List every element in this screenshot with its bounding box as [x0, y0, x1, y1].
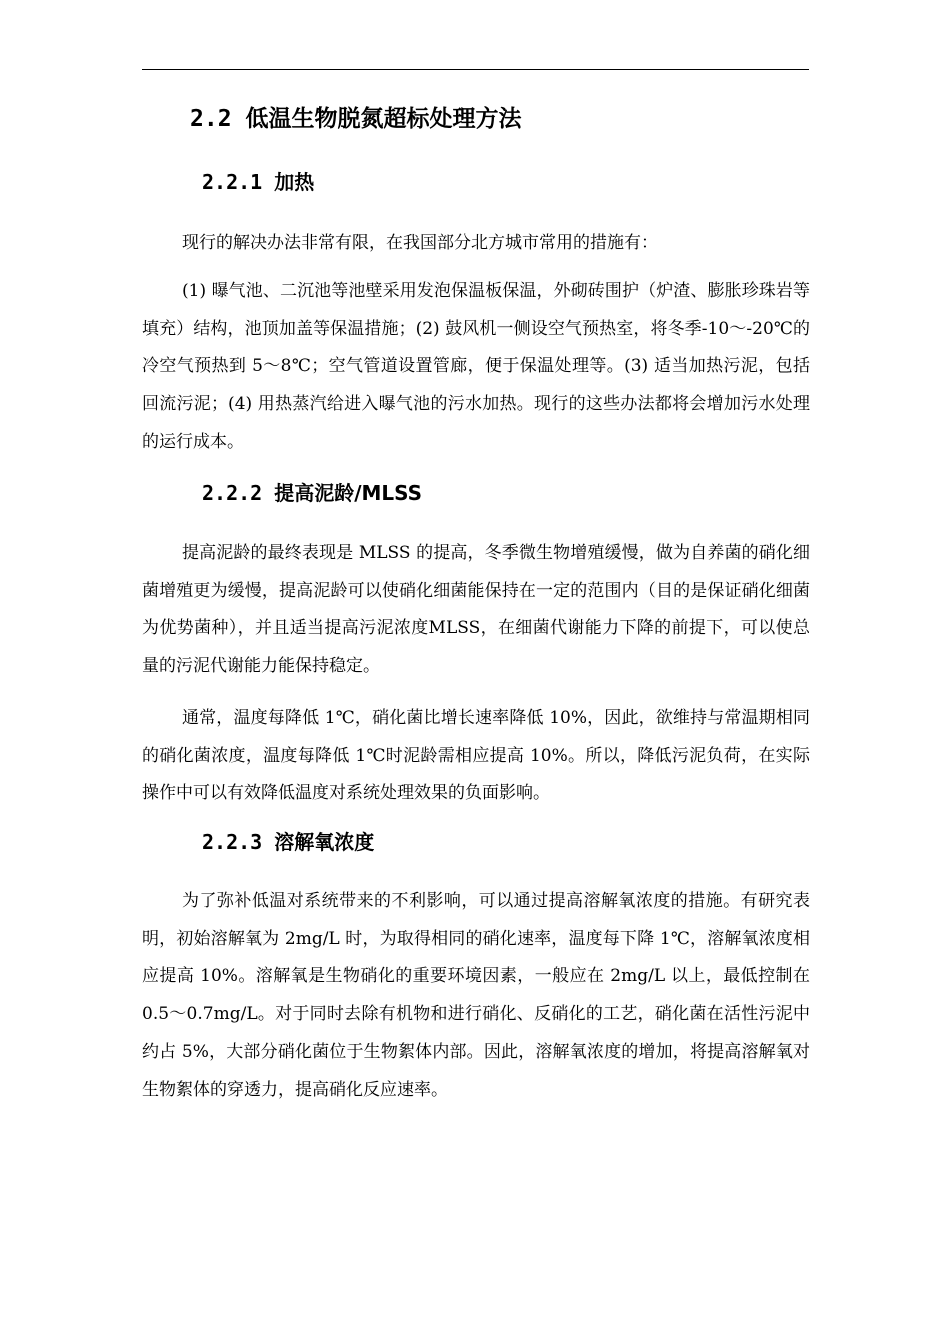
paragraph-2-2-1-measures: (1) 曝气池、二沉池等池壁采用发泡保温板保温，外砌砖围护（炉渣、膨胀珍珠岩等填充）结构，池顶加盖等保温措施；(2) 鼓风机一侧设空气预热室，将冬季-10～-20℃的冷空气预热到 5～8℃；空气管道设置管廊，便于保温处理等。(3) 适当加热污泥，包括回流污泥；(4) 用热蒸汽给进入曝气池的污水加热。现行的这些办法都将会增加污水处理的运行成本。 [142, 281, 810, 452]
header-rule [142, 69, 809, 70]
subsection-heading-2-2-3 [202, 828, 374, 856]
paragraph-2-2-1-intro: 现行的解决办法非常有限，在我国部分北方城市常用的措施有： [182, 233, 658, 253]
subsection-heading-2-2-1 [202, 168, 314, 196]
subsection-title: 加热 [274, 170, 315, 194]
section-heading-2-2 [190, 103, 522, 135]
section-number: 2.2 [190, 106, 232, 132]
paragraph-2-2-3-dissolved-oxygen: 为了弥补低温对系统带来的不利影响，可以通过提高溶解氧浓度的措施。有研究表明，初始溶解氧为 2mg/L 时，为取得相同的硝化速率，温度每下降 1℃，溶解氧浓度相应提高 10%。溶解氧是生物硝化的重要环境因素，一般应在 2mg/L 以上，最低控制在 0.5～0.7mg/L。对于同时去除有机物和进行硝化、反硝化的工艺，硝化菌在活性污泥中约占 5%，大部分硝化菌位于生物絮体内部。因此，溶解氧浓度的增加，将提高溶解氧对生物絮体的穿透力，提高硝化反应速率。 [142, 891, 810, 1100]
subsection-number: 2.2.3 [202, 830, 263, 854]
subsection-heading-2-2-2 [202, 479, 422, 507]
section-title: 低温生物脱氮超标处理方法 [245, 106, 522, 132]
subsection-title: 提高泥龄/MLSS [274, 481, 423, 505]
subsection-number: 2.2.2 [202, 481, 263, 505]
subsection-title: 溶解氧浓度 [274, 830, 375, 854]
subsection-number: 2.2.1 [202, 170, 263, 194]
paragraph-2-2-2-temperature: 通常，温度每降低 1℃，硝化菌比增长速率降低 10%，因此，欲维持与常温期相同的硝化菌浓度，温度每降低 1℃时泥龄需相应提高 10%。所以，降低污泥负荷，在实际操作中可以有效降低温度对系统处理效果的负面影响。 [142, 708, 810, 804]
paragraph-2-2-2-mlss: 提高泥龄的最终表现是 MLSS 的提高，冬季微生物增殖缓慢，做为自养菌的硝化细菌增殖更为缓慢，提高泥龄可以使硝化细菌能保持在一定的范围内（目的是保证硝化细菌为优势菌种），并且适当提高污泥浓度MLSS，在细菌代谢能力下降的前提下，可以使总量的污泥代谢能力能保持稳定。 [142, 543, 810, 677]
